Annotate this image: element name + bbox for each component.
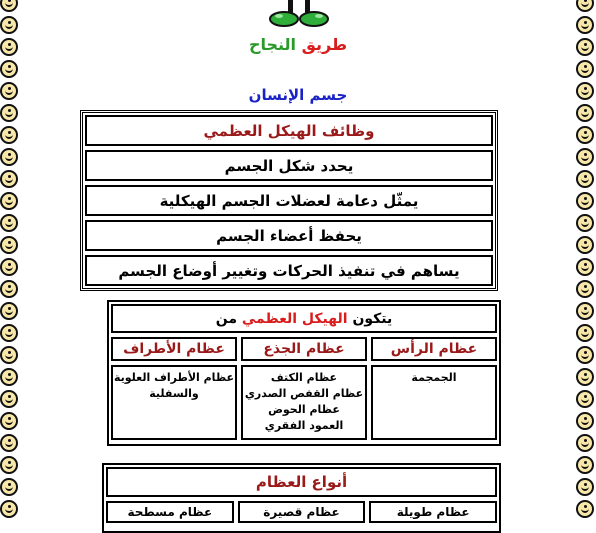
smiley-icon — [0, 478, 18, 496]
composition-body-row — [111, 365, 497, 440]
functions-row: يحدد شكل الجسم — [85, 150, 493, 181]
list-item: والسفلية — [149, 387, 199, 400]
smiley-icon — [0, 0, 18, 12]
composition-heading-start: يتكون — [352, 310, 393, 327]
smiley-icon — [576, 302, 594, 320]
site-title — [0, 35, 596, 54]
bone-types-heading: أنواع العظام — [106, 467, 497, 497]
head-bones-cell — [371, 365, 497, 440]
bone-types-table — [102, 463, 501, 533]
smiley-icon — [576, 390, 594, 408]
composition-table — [107, 300, 501, 446]
functions-row: يساهم في تنفيذ الحركات وتغيير أوضاع الجسم — [85, 255, 493, 286]
smiley-icon — [0, 324, 18, 342]
trunk-bones-cell — [241, 365, 367, 440]
smiley-icon — [0, 412, 18, 430]
functions-row: يحفظ أعضاء الجسم — [85, 220, 493, 251]
smiley-icon — [0, 346, 18, 364]
smiley-icon — [576, 324, 594, 342]
smiley-icon — [0, 280, 18, 298]
composition-heading-end: من — [215, 310, 238, 327]
smiley-icon — [576, 280, 594, 298]
short-bones-cell: عظام قصيرة — [238, 501, 366, 523]
column-header-limb-bones: عظام الأطراف — [111, 337, 237, 361]
flat-bones-cell: عظام مسطحة — [106, 501, 234, 523]
smiley-icon — [0, 456, 18, 474]
smiley-icon — [576, 412, 594, 430]
smiley-icon — [576, 16, 594, 34]
long-bones-cell: عظام طويلة — [369, 501, 497, 523]
list-item: عظام الكتف — [270, 371, 338, 384]
smiley-icon — [576, 0, 594, 12]
functions-row: يمثّل دعامة لعضلات الجسم الهيكلية — [85, 185, 493, 216]
composition-heading-highlight: الهيكل العظمي — [241, 310, 348, 327]
smiley-icon — [0, 390, 18, 408]
smiley-icon — [0, 434, 18, 452]
list-item: عظام الحوض — [268, 403, 340, 416]
smiley-icon — [0, 170, 18, 188]
smiley-icon — [576, 346, 594, 364]
functions-table-heading: وظائف الهيكل العظمي — [85, 115, 493, 146]
smiley-icon — [0, 16, 18, 34]
smiley-icon — [576, 368, 594, 386]
right-smiley-border — [576, 0, 596, 518]
smiley-icon — [0, 192, 18, 210]
smiley-icon — [576, 170, 594, 188]
smiley-icon — [576, 478, 594, 496]
title-word-road: طريق — [301, 35, 348, 54]
smiley-icon — [0, 302, 18, 320]
smiley-icon — [0, 148, 18, 166]
page-subtitle: جسم الإنسان — [248, 86, 348, 104]
smiley-icon — [576, 60, 594, 78]
smiley-icon — [576, 258, 594, 276]
composition-table-heading — [111, 304, 497, 333]
smiley-icon — [0, 236, 18, 254]
limb-bones-cell — [111, 365, 237, 440]
smiley-icon — [576, 104, 594, 122]
title-word-success: النجاح — [248, 35, 297, 54]
list-item: الجمجمة — [411, 371, 457, 384]
smiley-icon — [0, 258, 18, 276]
smiley-icon — [576, 214, 594, 232]
column-header-trunk-bones: عظام الجذع — [241, 337, 367, 361]
mascot-feet-icon — [268, 0, 330, 28]
bone-types-row — [106, 501, 497, 523]
smiley-icon — [576, 236, 594, 254]
functions-table — [80, 110, 498, 291]
smiley-icon — [576, 500, 594, 518]
list-item: عظام الأطراف العلوية — [113, 371, 235, 384]
smiley-icon — [576, 434, 594, 452]
column-header-head-bones: عظام الرأس — [371, 337, 497, 361]
smiley-icon — [0, 214, 18, 232]
smiley-icon — [0, 368, 18, 386]
smiley-icon — [576, 148, 594, 166]
smiley-icon — [576, 192, 594, 210]
list-item: عظام القفص الصدري — [244, 387, 364, 400]
smiley-icon — [0, 500, 18, 518]
smiley-icon — [576, 456, 594, 474]
left-smiley-border — [0, 0, 20, 518]
smiley-icon — [0, 60, 18, 78]
composition-header-row — [111, 337, 497, 361]
smiley-icon — [0, 104, 18, 122]
smiley-icon — [0, 126, 18, 144]
smiley-icon — [576, 126, 594, 144]
list-item: العمود الفقري — [264, 419, 344, 432]
